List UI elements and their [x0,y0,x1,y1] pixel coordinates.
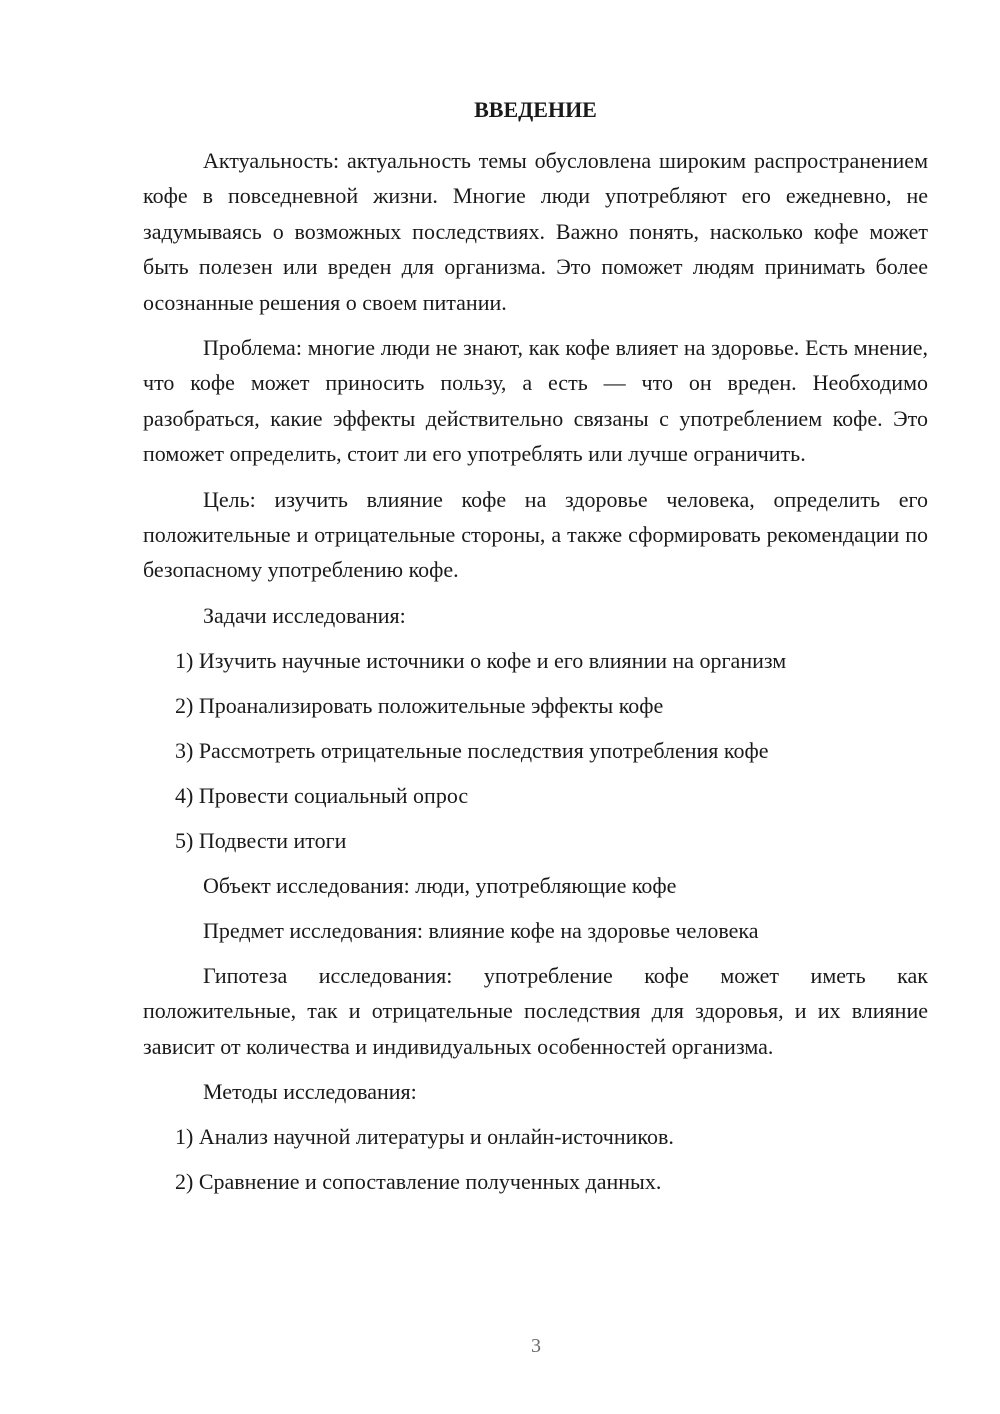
task-item-5: 5) Подвести итоги [175,827,347,853]
hypothesis-paragraph: Гипотеза исследования: употребление кофе может иметь как положительные, так и отрицательные последствия для здоровья, и их влияние зависит от количества и индивидуальных особенностей организма. [143,962,928,1059]
method-item-2: 2) Сравнение и сопоставление полученных данных. [175,1169,662,1195]
page-number: 3 [531,1335,541,1357]
document-page [143,95,928,1209]
problem-paragraph: Проблема: многие люди не знают, как кофе влияет на здоровье. Есть мнение, что кофе может приносить пользу, а есть — что он вреден. Необходимо разобраться, какие эффекты действительно связаны с употреблением кофе. Это поможет определить, стоит ли его употреблять или лучше ограничить. [143,335,928,467]
research-subject: Предмет исследования: влияние кофе на здоровье человека [203,917,759,943]
tasks-heading: Задачи исследования: [203,602,406,628]
method-item-1: 1) Анализ научной литературы и онлайн-источников. [175,1124,674,1150]
research-object: Объект исследования: люди, употребляющие кофе [203,872,677,898]
goal-paragraph: Цель: изучить влияние кофе на здоровье человека, определить его положительные и отрицательные стороны, а также сформировать рекомендации по безопасному употреблению кофе. [143,486,928,583]
task-item-4: 4) Провести социальный опрос [175,782,469,808]
relevance-paragraph: Актуальность: актуальность темы обусловлена широким распространением кофе в повседневной жизни. Многие люди употребляют его ежедневно, не задумываясь о возможных последствиях. Важно понять, насколько кофе может быть полезен или вреден для организма. Это поможет людям принимать более осознанные решения о своем питании. [143,148,928,315]
methods-heading: Методы исследования: [203,1079,417,1105]
task-item-3: 3) Рассмотреть отрицательные последствия употребления кофе [175,737,769,763]
task-item-1: 1) Изучить научные источники о кофе и его влиянии на организм [175,647,787,673]
task-item-2: 2) Проанализировать положительные эффекты кофе [175,692,664,718]
section-title: ВВЕДЕНИЕ [474,97,597,122]
